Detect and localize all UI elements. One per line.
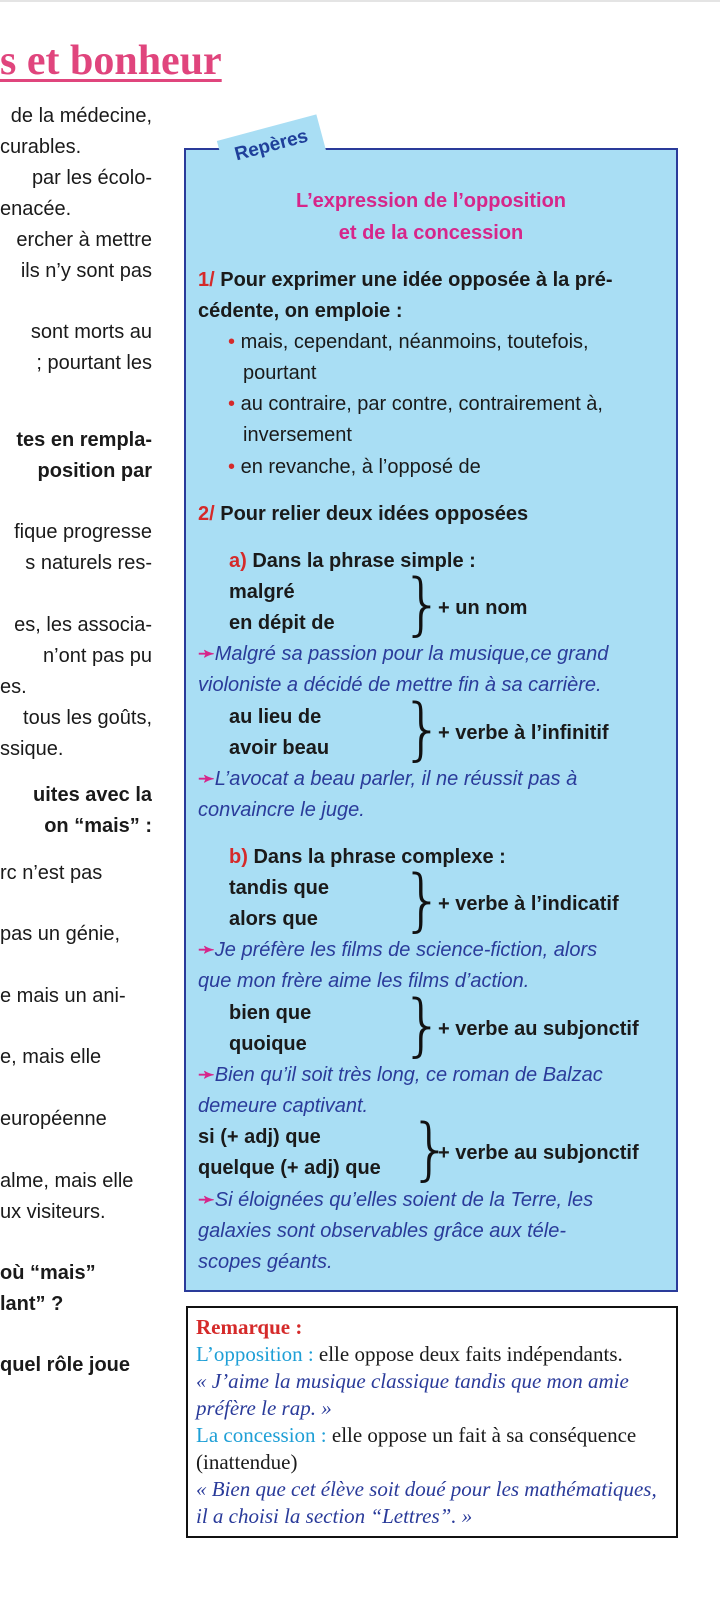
connector-word: tandis que (229, 877, 330, 899)
left-line: enacée. (0, 198, 72, 220)
section1-line1 (198, 268, 613, 292)
arrow-right-icon: ➛ (198, 1189, 215, 1211)
example-line (198, 767, 577, 791)
bullet-text: mais, cependant, néanmoins, toutefois, (240, 331, 589, 353)
connector-word: alors que (229, 908, 318, 930)
arrow-right-icon: ➛ (198, 1064, 215, 1086)
example-line: demeure captivant. (198, 1095, 369, 1117)
example-line: violoniste a décidé de mettre fin à sa carrière. (198, 674, 602, 696)
connector-word: bien que (229, 1002, 312, 1024)
section1-number: 1/ (198, 269, 215, 291)
example-text: Je préfère les films de science-fiction, alors (214, 939, 598, 961)
opposition-text: elle oppose deux faits indépendants. (318, 1342, 623, 1366)
example-line: que mon frère aime les films d’action. (198, 970, 530, 992)
bullet-item (228, 392, 603, 416)
connector-word: quelque (+ adj) que (198, 1157, 381, 1179)
section1-text: Pour exprimer une idée opposée à la pré- (220, 269, 613, 291)
left-line: ils n’y sont pas (20, 260, 152, 282)
left-line: e, mais elle (0, 1046, 102, 1068)
page-title: s et bonheur (0, 38, 222, 84)
left-line: e mais un ani- (0, 985, 126, 1007)
left-line: quel rôle joue (0, 1354, 131, 1376)
curly-brace-icon: } (401, 986, 445, 1065)
connector-word: avoir beau (229, 737, 330, 759)
curly-brace-icon: } (401, 565, 445, 644)
left-line: es. (0, 676, 27, 698)
left-line: ercher à mettre (16, 229, 152, 251)
section1-line2: cédente, on emploie : (198, 300, 403, 322)
example-line: galaxies sont observables grâce aux téle- (198, 1220, 566, 1242)
left-line: n’ont pas pu (43, 645, 152, 667)
left-line: curables. (0, 136, 82, 158)
connector-word: au lieu de (229, 706, 322, 728)
remarque-title: Remarque : (196, 1315, 303, 1339)
bullet-text: au contraire, par contre, contrairement à, (240, 393, 603, 415)
example-text: L’avocat a beau parler, il ne réussit pas à (214, 768, 578, 790)
bullet-item-continuation: inversement (243, 424, 352, 446)
subsection-b-title (229, 845, 506, 869)
bullet-item (228, 330, 589, 354)
example-line: convaincre le juge. (198, 799, 365, 821)
section2-title (198, 502, 528, 526)
opposition-example-line: « J’aime la musique classique tandis que mon amie (196, 1369, 629, 1393)
connector-word: malgré (229, 581, 295, 603)
left-line: tes en rempla- (16, 429, 152, 451)
concession-text-continuation: (inattendue) (196, 1450, 298, 1474)
construction-label: + verbe au subjonctif (438, 1018, 639, 1040)
left-line: s naturels res- (25, 552, 152, 574)
arrow-right-icon: ➛ (198, 768, 215, 790)
example-line (198, 1188, 593, 1212)
bullet-icon: • (228, 393, 236, 415)
left-line: rc n’est pas (0, 862, 103, 884)
left-line: européenne (0, 1108, 107, 1130)
left-line: ; pourtant les (36, 352, 152, 374)
bullet-item (228, 455, 481, 479)
left-line: tous les goûts, (23, 707, 152, 729)
left-line: uites avec la (33, 784, 152, 806)
section2-number: 2/ (198, 503, 215, 525)
left-line: par les écolo- (31, 167, 152, 189)
subsection-b-letter: b) (229, 846, 248, 868)
reperes-tag: Repères (217, 114, 326, 177)
subsection-a-text: Dans la phrase simple : (252, 550, 476, 572)
left-line: où “mais” (0, 1262, 96, 1284)
opposition-label: L’opposition : (196, 1342, 314, 1366)
arrow-right-icon: ➛ (198, 643, 215, 665)
section2-text: Pour relier deux idées opposées (220, 503, 529, 525)
bullet-icon: • (228, 331, 236, 353)
subsection-b-text: Dans la phrase complexe : (253, 846, 506, 868)
left-line: pas un génie, (0, 923, 121, 945)
construction-label: + verbe à l’infinitif (438, 722, 609, 744)
reperes-heading-line2: et de la concession (338, 222, 524, 244)
construction-label: + verbe au subjonctif (438, 1142, 639, 1164)
concession-example-line: il a choisi la section “Lettres”. » (196, 1504, 473, 1528)
example-line (198, 642, 608, 666)
example-line (198, 938, 597, 962)
left-line: position par (37, 460, 152, 482)
connector-word: si (+ adj) que (198, 1126, 321, 1148)
left-line: alme, mais elle (0, 1170, 134, 1192)
connector-word: en dépit de (229, 612, 335, 634)
concession-label: La concession : (196, 1423, 327, 1447)
construction-label: + verbe à l’indicatif (438, 893, 619, 915)
reperes-heading-line1: L’expression de l’opposition (295, 190, 567, 212)
arrow-right-icon: ➛ (198, 939, 215, 961)
concession-text: elle oppose un fait à sa conséquence (331, 1423, 637, 1447)
opposition-example-line: préfère le rap. » (196, 1396, 332, 1420)
curly-brace-icon: } (401, 861, 445, 940)
left-line: ux visiteurs. (0, 1201, 106, 1223)
bullet-text: en revanche, à l’opposé de (240, 456, 481, 478)
example-line: scopes géants. (198, 1251, 333, 1273)
bullet-icon: • (228, 456, 236, 478)
curly-brace-icon: } (401, 690, 445, 769)
left-line: sont morts au (30, 321, 152, 343)
left-line: es, les associa- (14, 614, 152, 636)
example-text: Si éloignées qu’elles soient de la Terre, les (214, 1189, 594, 1211)
example-text: Malgré sa passion pour la musique,ce grand (214, 643, 609, 665)
left-line: ssique. (0, 738, 64, 760)
curly-brace-icon: } (409, 1110, 453, 1189)
left-line: lant” ? (0, 1293, 64, 1315)
example-text: Bien qu’il soit très long, ce roman de Balzac (214, 1064, 603, 1086)
concession-example-line: « Bien que cet élève soit doué pour les mathématiques, (196, 1477, 657, 1501)
bullet-item-continuation: pourtant (243, 362, 317, 384)
connector-word: quoique (229, 1033, 307, 1055)
example-line (198, 1063, 603, 1087)
left-line: de la médecine, (10, 105, 152, 127)
subsection-a-letter: a) (229, 550, 247, 572)
left-line: fique progresse (14, 521, 152, 543)
construction-label: + un nom (438, 597, 528, 619)
left-line: on “mais” : (44, 815, 152, 837)
